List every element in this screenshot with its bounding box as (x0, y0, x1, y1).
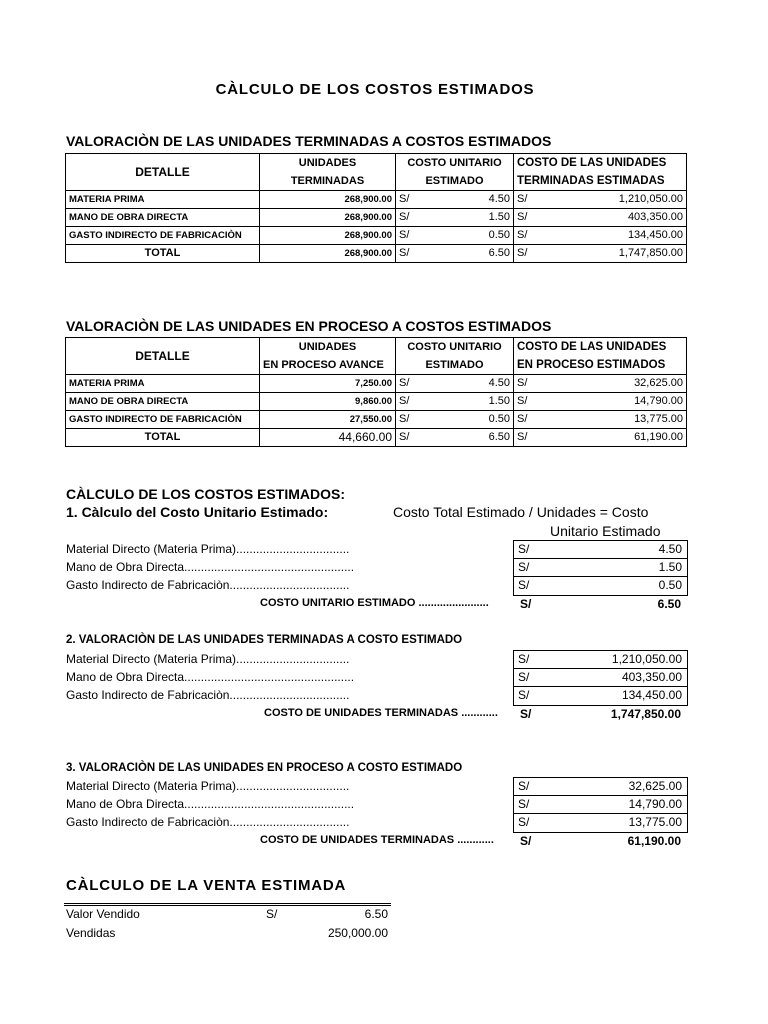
venta-divider (64, 903, 391, 906)
total-total: 1,747,850.00 (618, 247, 683, 259)
currency: S/ (399, 229, 410, 241)
proc-line-label: Material Directo (Materia Prima).................................. (66, 779, 350, 793)
row-total: 13,775.00 (634, 413, 683, 425)
currency: S/ (399, 211, 410, 223)
table1-col-cost-2: ESTIMADO (396, 172, 514, 191)
currency: S/ (520, 834, 532, 848)
term-value-box (513, 650, 688, 706)
total-label: TOTAL (66, 245, 260, 263)
table2-col-cost-2: ESTIMADO (396, 356, 514, 375)
row-total: 32,625.00 (634, 377, 683, 389)
calc-step2: 2. VALORACIÒN DE LAS UNIDADES TERMINADAS A COSTO ESTIMADO (66, 634, 463, 646)
row-total: 403,350.00 (627, 211, 683, 223)
proc-line-label: Gasto Indirecto de Fabricaciòn.................................... (66, 815, 350, 829)
currency: S/ (517, 431, 528, 443)
term-value: 403,350.00 (621, 670, 682, 684)
row-label: MANO DE OBRA DIRECTA (66, 393, 260, 411)
row-label: MATERIA PRIMA (66, 375, 260, 393)
currency: S/ (518, 578, 530, 592)
venta-heading: CÀLCULO DE LA VENTA ESTIMADA (66, 877, 347, 894)
row-label: MATERIA PRIMA (66, 191, 260, 209)
currency: S/ (399, 193, 410, 205)
currency: S/ (517, 193, 528, 205)
row-label: MANO DE OBRA DIRECTA (66, 209, 260, 227)
proc-total-label: COSTO DE UNIDADES TERMINADAS ............ (260, 834, 494, 846)
formula-line2: Unitario Estimado (550, 523, 661, 539)
unit-value: 1.50 (658, 560, 682, 574)
table-row (66, 209, 687, 227)
calc-heading: CÀLCULO DE LOS COSTOS ESTIMADOS: (66, 486, 345, 502)
table-total-row (66, 245, 687, 263)
currency: S/ (517, 413, 528, 425)
proc-total-value: 61,190.00 (627, 834, 681, 848)
total-units: 268,900.00 (260, 245, 396, 263)
row-total: 134,450.00 (627, 229, 683, 241)
unit-line-label: Material Directo (Materia Prima).................................. (66, 542, 350, 556)
unit-total-label: COSTO UNITARIO ESTIMADO ....................... (260, 597, 489, 609)
proc-value: 13,775.00 (628, 815, 682, 829)
currency: S/ (518, 670, 530, 684)
venta-label: Vendidas (66, 926, 116, 940)
currency: S/ (399, 431, 410, 443)
currency: S/ (266, 907, 278, 921)
total-cost: 6.50 (488, 247, 510, 259)
currency: S/ (518, 560, 530, 574)
row-units: 9,860.00 (260, 393, 396, 411)
table1-col-cost: COSTO UNITARIO (396, 154, 514, 173)
venta-label: Valor Vendido (66, 907, 140, 921)
currency: S/ (518, 797, 530, 811)
table2-col-cost: COSTO UNITARIO (396, 338, 514, 357)
table1 (65, 153, 687, 263)
venta-value: 6.50 (364, 907, 388, 921)
unit-value-box (513, 540, 688, 596)
row-cost: 4.50 (488, 377, 510, 389)
table1-col-detalle: DETALLE (66, 154, 260, 191)
row-cost: 1.50 (488, 395, 510, 407)
row-cost: 4.50 (488, 193, 510, 205)
currency: S/ (520, 707, 532, 721)
unit-value: 4.50 (658, 542, 682, 556)
table2-col-units: UNIDADES (260, 338, 396, 357)
currency: S/ (399, 247, 410, 259)
term-line-label: Gasto Indirecto de Fabricaciòn.................................... (66, 688, 350, 702)
currency: S/ (399, 395, 410, 407)
table1-col-units: UNIDADES (260, 154, 396, 173)
term-line-label: Mano de Obra Directa................................................... (66, 670, 355, 684)
table1-heading: VALORACIÒN DE LAS UNIDADES TERMINADAS A COSTOS ESTIMADOS (66, 133, 552, 149)
unit-total-value: 6.50 (657, 597, 681, 611)
row-units: 27,550.00 (260, 411, 396, 429)
total-label: TOTAL (66, 429, 260, 447)
currency: S/ (399, 377, 410, 389)
table-row (66, 375, 687, 393)
row-cost: 1.50 (488, 211, 510, 223)
row-label: GASTO INDIRECTO DE FABRICACIÒN (66, 227, 260, 245)
currency: S/ (518, 815, 530, 829)
currency: S/ (517, 247, 528, 259)
table1-col-total: COSTO DE LAS UNIDADES (514, 154, 687, 173)
table-row (66, 227, 687, 245)
table-row (66, 411, 687, 429)
table-row (66, 393, 687, 411)
currency: S/ (517, 229, 528, 241)
table2-col-total-2: EN PROCESO ESTIMADOS (514, 356, 687, 375)
row-units: 268,900.00 (260, 191, 396, 209)
currency: S/ (520, 597, 532, 611)
row-cost: 0.50 (488, 229, 510, 241)
row-units: 7,250.00 (260, 375, 396, 393)
row-total: 1,210,050.00 (618, 193, 683, 205)
table2-heading: VALORACIÒN DE LAS UNIDADES EN PROCESO A COSTOS ESTIMADOS (66, 318, 552, 334)
term-total-label: COSTO DE UNIDADES TERMINADAS ............ (264, 707, 498, 719)
term-value: 134,450.00 (621, 688, 682, 702)
unit-line-label: Mano de Obra Directa................................................... (66, 560, 355, 574)
unit-value: 0.50 (658, 578, 682, 592)
proc-value: 32,625.00 (628, 779, 682, 793)
total-units: 44,660.00 (260, 429, 396, 447)
venta-value: 250,000.00 (327, 926, 388, 940)
currency: S/ (517, 211, 528, 223)
currency: S/ (518, 779, 530, 793)
table2-col-units-2: EN PROCESO AVANCE (260, 356, 396, 375)
currency: S/ (518, 688, 530, 702)
total-cost: 6.50 (488, 431, 510, 443)
currency: S/ (517, 395, 528, 407)
currency: S/ (517, 377, 528, 389)
term-line-label: Material Directo (Materia Prima).................................. (66, 652, 350, 666)
row-label: GASTO INDIRECTO DE FABRICACIÒN (66, 411, 260, 429)
proc-value: 14,790.00 (628, 797, 682, 811)
table1-col-units-2: TERMINADAS (260, 172, 396, 191)
table2-col-detalle: DETALLE (66, 338, 260, 375)
term-total-value: 1,747,850.00 (610, 707, 681, 721)
calc-step3: 3. VALORACIÒN DE LAS UNIDADES EN PROCESO A COSTO ESTIMADO (66, 762, 463, 774)
total-total: 61,190.00 (634, 431, 683, 443)
table-total-row (66, 429, 687, 447)
term-value: 1,210,050.00 (611, 652, 682, 666)
currency: S/ (399, 413, 410, 425)
currency: S/ (518, 652, 530, 666)
page-title: CÀLCULO DE LOS COSTOS ESTIMADOS (215, 81, 535, 98)
proc-line-label: Mano de Obra Directa................................................... (66, 797, 355, 811)
row-units: 268,900.00 (260, 209, 396, 227)
table2-col-total: COSTO DE LAS UNIDADES (514, 338, 687, 357)
row-units: 268,900.00 (260, 227, 396, 245)
formula-line1: Costo Total Estimado / Unidades = Costo (393, 504, 649, 520)
currency: S/ (518, 542, 530, 556)
calc-step1: 1. Càlculo del Costo Unitario Estimado: (66, 504, 329, 520)
table-row (66, 191, 687, 209)
unit-line-label: Gasto Indirecto de Fabricaciòn.................................... (66, 578, 350, 592)
row-total: 14,790.00 (634, 395, 683, 407)
table2 (65, 337, 687, 447)
table1-col-total-2: TERMINADAS ESTIMADAS (514, 172, 687, 191)
row-cost: 0.50 (488, 413, 510, 425)
proc-value-box (513, 777, 688, 833)
